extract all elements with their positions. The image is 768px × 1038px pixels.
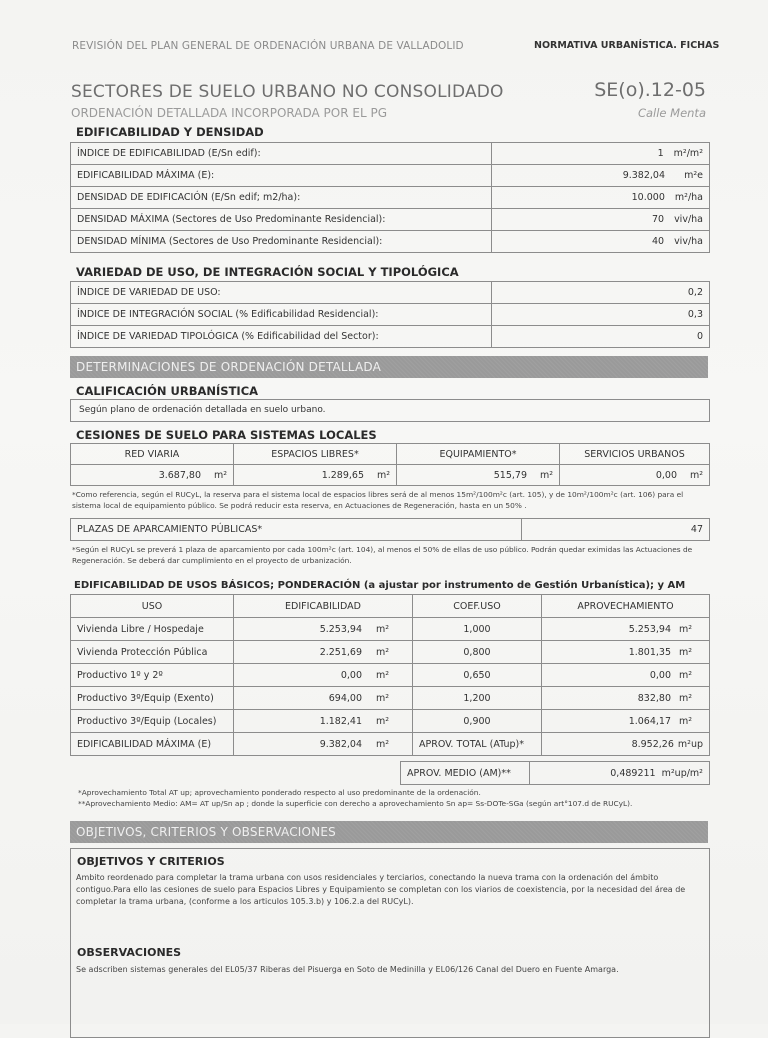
- row-value: 40: [651, 236, 665, 247]
- aprov-total-value: 8.952,26: [631, 738, 674, 750]
- row-unit: viv/ha: [674, 236, 703, 247]
- total-edif-unit: m²: [376, 738, 390, 750]
- section-heading-usos: EDIFICABILIDAD DE USOS BÁSICOS; PONDERACIÓN (a ajustar por instrumento de Gestión Urbanística); y AM: [74, 580, 686, 591]
- aprov-medio-table: [400, 761, 710, 785]
- column-header: SERVICIOS URBANOS: [560, 444, 710, 465]
- table-row: [71, 187, 710, 209]
- calificacion-text: Según plano de ordenación detallada en suelo urbano.: [70, 399, 710, 422]
- table-row: [71, 519, 710, 541]
- cell-unit: m²: [539, 469, 553, 481]
- total-edif-value: 9.382,04: [319, 738, 362, 750]
- row-value: 0,2: [492, 282, 710, 304]
- column-header: APROVECHAMIENTO: [542, 595, 710, 618]
- edif-value: 2.251,69: [319, 646, 362, 658]
- column-header: ESPACIOS LIBRES*: [234, 444, 397, 465]
- row-value: 0: [492, 326, 710, 348]
- edif-value: 1.182,41: [319, 715, 362, 727]
- edif-unit: m²: [376, 692, 390, 704]
- row-value: 9.382,04: [622, 170, 665, 181]
- plazas-table: [70, 518, 710, 541]
- table-total-row: [71, 733, 710, 756]
- coef-value: 1,000: [413, 618, 542, 641]
- aprov-unit: m²: [679, 692, 693, 704]
- section-heading-edificabilidad: EDIFICABILIDAD Y DENSIDAD: [76, 125, 264, 139]
- aprov-value: 1.064,17: [628, 715, 671, 727]
- row-unit: viv/ha: [674, 214, 703, 225]
- sector-code: SE(o).12-05: [594, 79, 706, 101]
- table-row: [71, 465, 710, 486]
- section-bar-objetivos: OBJETIVOS, CRITERIOS Y OBSERVACIONES: [70, 821, 708, 843]
- table-row: [401, 762, 710, 785]
- usos-table: [70, 594, 710, 756]
- row-unit: m²/ha: [674, 192, 703, 203]
- row-label: EDIFICABILIDAD MÁXIMA (E):: [71, 165, 492, 187]
- table-row: [71, 304, 710, 326]
- edif-unit: m²: [376, 623, 390, 635]
- plazas-footnote: *Según el RUCyL se preverá 1 plaza de aparcamiento por cada 100m²c (art. 104), al menos el 50% de ellas de uso público. Podrán quedar eximidas las Actuaciones de Regeneración. Se deberá dar cumplimiento en el proyecto de urbanización.: [72, 545, 693, 565]
- page-subtitle: ORDENACIÓN DETALLADA INCORPORADA POR EL PG: [71, 106, 387, 120]
- row-label: PLAZAS DE APARCAMIENTO PÚBLICAS*: [71, 519, 522, 541]
- section-bar-determinaciones: DETERMINACIONES DE ORDENACIÓN DETALLADA: [70, 356, 708, 378]
- column-header: USO: [71, 595, 234, 618]
- column-header: EDIFICABILIDAD: [234, 595, 413, 618]
- section-heading-cesiones: CESIONES DE SUELO PARA SISTEMAS LOCALES: [76, 428, 377, 442]
- cell-unit: m²: [213, 469, 227, 481]
- row-unit: m²e: [684, 170, 703, 181]
- aprov-unit: m²: [679, 623, 693, 635]
- uso-label: Productivo 3º/Equip (Locales): [71, 710, 234, 733]
- row-value: 1: [657, 148, 664, 159]
- table-row: [71, 618, 710, 641]
- row-label: DENSIDAD MÍNIMA (Sectores de Uso Predominante Residencial):: [71, 231, 492, 253]
- aprov-value: 0,00: [649, 669, 671, 681]
- total-label: EDIFICABILIDAD MÁXIMA (E): [71, 733, 234, 756]
- cell-unit: m²: [376, 469, 390, 481]
- objetivos-text: Ambito reordenado para completar la trama urbana con usos residenciales y terciarios, conectando la nueva trama con la ordenación del ámbito contiguo.Para ello las cesiones de suelo para Espacios Libres y Equipamiento se completan con los viarios de coexistencia, por la necesidad del área de completar la trama urbana, (conforme a los articulos 105.3.b) y 106.2.a del RUCyL).: [76, 873, 686, 906]
- usos-footnote-2: **Aprovechamiento Medio: AM= AT up/Sn ap ; donde la superficie con derecho a aprovechamiento Sn ap= Ss-DOTe-SGa (según art°107.d de RUCyL).: [78, 799, 633, 808]
- cesiones-table: [70, 443, 710, 486]
- aprov-total-unit: m²up: [677, 738, 703, 750]
- page-title: SECTORES DE SUELO URBANO NO CONSOLIDADO: [71, 82, 504, 102]
- row-label: ÍNDICE DE VARIEDAD DE USO:: [71, 282, 492, 304]
- row-label: DENSIDAD MÁXIMA (Sectores de Uso Predominante Residencial):: [71, 209, 492, 231]
- aprov-unit: m²: [679, 646, 693, 658]
- aprov-medio-unit: m²up/m²: [661, 767, 703, 779]
- edif-value: 0,00: [340, 669, 362, 681]
- uso-label: Vivienda Protección Pública: [71, 641, 234, 664]
- row-value: 10.000: [631, 192, 665, 203]
- edif-unit: m²: [376, 669, 390, 681]
- aprov-unit: m²: [679, 715, 693, 727]
- cell-value: 515,79: [493, 469, 527, 481]
- observaciones-text: Se adscriben sistemas generales del EL05/37 Riberas del Pisuerga en Soto de Medinilla y EL06/126 Canal del Duero en Fuente Amarga.: [76, 965, 619, 974]
- observaciones-heading: OBSERVACIONES: [77, 946, 182, 959]
- coef-value: 1,200: [413, 687, 542, 710]
- aprov-unit: m²: [679, 669, 693, 681]
- row-label: ÍNDICE DE INTEGRACIÓN SOCIAL (% Edificabilidad Residencial):: [71, 304, 492, 326]
- aprov-value: 5.253,94: [628, 623, 671, 635]
- uso-label: Productivo 3º/Equip (Exento): [71, 687, 234, 710]
- table-row: [71, 710, 710, 733]
- coef-value: 0,650: [413, 664, 542, 687]
- cell-unit: m²: [689, 469, 703, 481]
- header-section-label: NORMATIVA URBANÍSTICA. FICHAS: [534, 40, 720, 51]
- table-header-row: [71, 444, 710, 465]
- objetivos-heading: OBJETIVOS Y CRITERIOS: [77, 855, 225, 868]
- table-row: [71, 231, 710, 253]
- section-heading-calificacion: CALIFICACIÓN URBANÍSTICA: [76, 384, 259, 398]
- coef-value: 0,900: [413, 710, 542, 733]
- row-value: 70: [651, 214, 665, 225]
- table-row: [71, 165, 710, 187]
- aprov-value: 1.801,35: [628, 646, 671, 658]
- row-unit: m²/m²: [673, 148, 703, 159]
- cell-value: 1.289,65: [321, 469, 364, 481]
- edif-value: 694,00: [328, 692, 362, 704]
- uso-label: Vivienda Libre / Hospedaje: [71, 618, 234, 641]
- street-name: Calle Menta: [637, 106, 706, 120]
- header-plan-title: REVISIÓN DEL PLAN GENERAL DE ORDENACIÓN URBANA DE VALLADOLID: [72, 40, 464, 52]
- row-label: DENSIDAD DE EDIFICACIÓN (E/Sn edif; m2/ha):: [71, 187, 492, 209]
- edificabilidad-table: [70, 142, 710, 253]
- cesiones-footnote: *Como referencia, según el RUCyL, la reserva para el sistema local de espacios libres será de al menos 15m²/100m²c (art. 105), y de 10m²/100m²c (art. 106) para el sistema local de equipamiento público. Se podrá reducir esta reserva, en Actuaciones de Regeneración, hasta en un 50% .: [72, 490, 684, 510]
- table-row: [71, 282, 710, 304]
- table-row: [71, 641, 710, 664]
- table-row: [71, 209, 710, 231]
- table-row: [71, 664, 710, 687]
- table-header-row: [71, 595, 710, 618]
- table-row: [71, 687, 710, 710]
- row-value: 0,3: [492, 304, 710, 326]
- section-heading-variedad: VARIEDAD DE USO, DE INTEGRACIÓN SOCIAL Y TIPOLÓGICA: [76, 265, 459, 279]
- edif-unit: m²: [376, 646, 390, 658]
- variedad-table: [70, 281, 710, 348]
- column-header: COEF.USO: [413, 595, 542, 618]
- aprov-medio-value: 0,489211: [610, 767, 656, 779]
- coef-value: 0,800: [413, 641, 542, 664]
- uso-label: Productivo 1º y 2º: [71, 664, 234, 687]
- row-label: ÍNDICE DE VARIEDAD TIPOLÓGICA (% Edificabilidad del Sector):: [71, 326, 492, 348]
- table-row: [71, 326, 710, 348]
- row-label: ÍNDICE DE EDIFICABILIDAD (E/Sn edif):: [71, 143, 492, 165]
- edif-unit: m²: [376, 715, 390, 727]
- objetivos-box: [70, 848, 710, 1038]
- aprov-medio-label: APROV. MEDIO (AM)**: [401, 762, 530, 785]
- column-header: RED VIARIA: [71, 444, 234, 465]
- cell-value: 0,00: [655, 469, 677, 481]
- column-header: EQUIPAMIENTO*: [397, 444, 560, 465]
- usos-footnote-1: *Aprovechamiento Total AT up; aprovechamiento ponderado respecto al uso predominante de la ordenación.: [78, 788, 481, 797]
- cell-value: 3.687,80: [158, 469, 201, 481]
- edif-value: 5.253,94: [319, 623, 362, 635]
- row-value: 47: [522, 519, 710, 541]
- aprov-total-label: APROV. TOTAL (ATup)*: [413, 733, 542, 756]
- aprov-value: 832,80: [637, 692, 671, 704]
- table-row: [71, 143, 710, 165]
